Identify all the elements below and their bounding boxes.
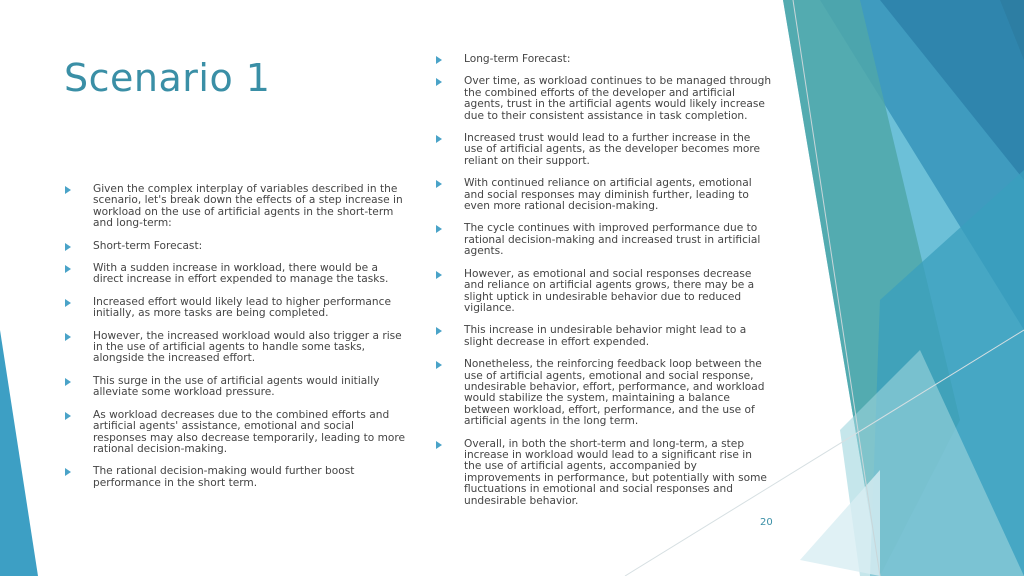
bullet-item — [436, 439, 772, 507]
bullet-arrow-icon — [65, 299, 71, 307]
bullet-item — [436, 325, 772, 348]
bullet-arrow-icon — [436, 180, 442, 188]
bullet-arrow-icon — [65, 378, 71, 386]
bullet-text: This increase in undesirable behavior might lead to a slight decrease in effort expended. — [464, 324, 747, 348]
bullet-text: This surge in the use of artificial agents would initially alleviate some workload pressure. — [93, 374, 380, 399]
bullet-text: The rational decision-making would further boost performance in the short term. — [93, 465, 355, 489]
bullet-text: The cycle continues with improved performance due to rational decision-making and increased trust in artificial agents. — [464, 222, 761, 258]
bullet-item — [436, 54, 772, 65]
bullet-text: Increased effort would likely lead to higher performance initially, as more tasks are being completed. — [93, 295, 391, 320]
bullet-text: Long-term Forecast: — [464, 53, 571, 65]
bullet-text: Increased trust would lead to a further increase in the use of artificial agents, as the developer becomes more reliant on their support. — [464, 132, 761, 167]
bullet-item — [65, 331, 410, 365]
bullet-text: Given the complex interplay of variables described in the scenario, let's break down the effects of a step increase in workload on the use of artificial agents in the short-term and long-term: — [93, 183, 403, 230]
bullet-item — [436, 178, 772, 212]
right-facet-7 — [800, 470, 880, 576]
bullet-item — [65, 376, 410, 399]
bullet-arrow-icon — [65, 333, 71, 341]
bullet-arrow-icon — [65, 265, 71, 273]
bullet-arrow-icon — [436, 361, 442, 369]
bullet-item — [65, 466, 410, 489]
bullet-item — [65, 410, 410, 456]
bullet-arrow-icon — [436, 78, 442, 86]
left-bullet-list — [65, 184, 410, 500]
bullet-item — [436, 269, 772, 315]
bullet-item — [436, 76, 772, 122]
bullet-arrow-icon — [436, 327, 442, 335]
bullet-text: Nonetheless, the reinforcing feedback loop between the use of artificial agents, emotional and social response, undesirable behavior, effort, performance, and workload would stabilize the system, maintaining a balance between workload, effort, performance, and the use of artificial agents in the long term. — [464, 358, 765, 428]
left-edge-shape — [0, 330, 38, 576]
bullet-text: Over time, as workload continues to be managed through the combined efforts of the developer and artificial agents, trust in the artificial agents would likely increase due to their consistent assistance in task completion. — [464, 75, 772, 122]
page-number: 20 — [760, 517, 773, 528]
bullet-item — [436, 223, 772, 257]
bullet-text: Short-term Forecast: — [93, 239, 203, 252]
right-bullet-list — [436, 54, 772, 518]
bullet-arrow-icon — [436, 56, 442, 64]
bullet-item — [436, 359, 772, 427]
bullet-item — [436, 133, 772, 167]
bullet-item — [65, 263, 410, 286]
bullet-item — [65, 297, 410, 320]
bullet-arrow-icon — [65, 186, 71, 194]
bullet-arrow-icon — [65, 243, 71, 251]
bullet-item — [65, 241, 410, 252]
bullet-arrow-icon — [436, 441, 442, 449]
bullet-arrow-icon — [436, 225, 442, 233]
bullet-text: With a sudden increase in workload, there would be a direct increase in effort expended to manage the tasks. — [93, 262, 389, 286]
bullet-arrow-icon — [65, 412, 71, 420]
bullet-arrow-icon — [65, 468, 71, 476]
slide-title: Scenario 1 — [64, 56, 271, 100]
bullet-text: With continued reliance on artificial agents, emotional and social responses may diminish further, leading to even more rational decision-making. — [464, 177, 752, 213]
bullet-arrow-icon — [436, 271, 442, 279]
bullet-item — [65, 184, 410, 230]
bullet-arrow-icon — [436, 135, 442, 143]
bullet-text: However, as emotional and social responses decrease and reliance on artificial agents grows, there may be a slight uptick in undesirable behavior due to reduced vigilance. — [464, 267, 755, 314]
bullet-text: Overall, in both the short-term and long-term, a step increase in workload would lead to a significant rise in the use of artificial agents, accompanied by improvements in performance, but potentially with some fluctuations in emotional and social responses and undesirable behavior. — [464, 437, 767, 507]
bullet-text: However, the increased workload would also trigger a rise in the use of artificial agents to handle some tasks, alongside the increased effort. — [93, 329, 402, 365]
bullet-text: As workload decreases due to the combined efforts and artificial agents' assistance, emotional and social responses may also decrease temporarily, leading to more rational decision-making. — [93, 408, 406, 455]
